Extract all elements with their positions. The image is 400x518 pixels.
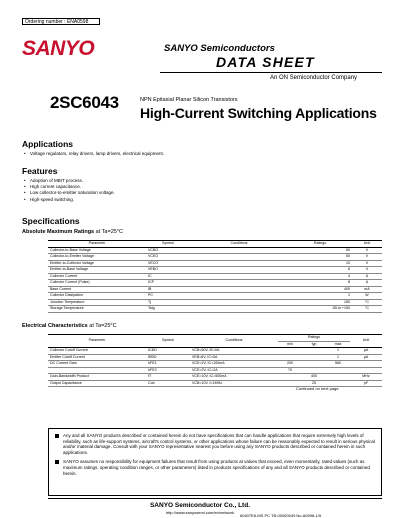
table-cell: 200	[278, 361, 302, 368]
table-row	[48, 306, 382, 313]
table-cell: µA	[350, 354, 382, 361]
abs-max-title	[22, 229, 123, 235]
table-cell: 400	[302, 374, 326, 381]
table-cell: A	[352, 280, 382, 287]
applications-list	[24, 151, 164, 157]
header-cell: Symbol	[146, 241, 190, 248]
header-cell: Unit	[350, 335, 382, 348]
table-cell: Storage Temperature	[48, 306, 146, 313]
table-cell: Tstg	[146, 306, 190, 313]
table-cell: 25	[302, 380, 326, 387]
table-cell: Collector Dissipation	[48, 293, 146, 300]
features-heading: Features	[22, 166, 58, 176]
header-rule	[160, 72, 382, 73]
table-cell: 1	[326, 348, 350, 355]
table-cell: 6	[288, 267, 352, 274]
header-cell: Parameter	[48, 241, 146, 248]
table-cell: 4	[288, 273, 352, 280]
table-cell: IB	[146, 286, 190, 293]
table-cell: VCE=2V, IC=100mA	[190, 361, 278, 368]
table-cell: °C	[352, 306, 382, 313]
table-cell: V	[352, 247, 382, 254]
table-cell: W	[352, 293, 382, 300]
table-cell: 10	[288, 260, 352, 267]
table-cell: hFE2	[146, 367, 190, 374]
notice-box	[48, 428, 382, 496]
table-cell: Emitter Cutoff Current	[48, 354, 146, 361]
table-cell: Base Current	[48, 286, 146, 293]
list-item: • Low collector-to-emitter saturation voltage.	[24, 190, 115, 196]
table-cell: V	[352, 260, 382, 267]
header-cell: Unit	[352, 241, 382, 248]
table-cell: Collector Cutoff Current	[48, 348, 146, 355]
table-cell: Output Capacitance	[48, 380, 146, 387]
table-cell: 50	[288, 254, 352, 261]
part-number: 2SC6043	[50, 93, 119, 112]
table-cell: VCB=10V, f=1MHz	[190, 380, 278, 387]
table-cell: Gain-Bandwidth Product	[48, 374, 146, 381]
list-item: • Voltage regulators, relay drivers, lamp drivers, electrical equipment.	[24, 151, 164, 157]
table-cell: IEBO	[146, 354, 190, 361]
header-cell: Ratings	[288, 241, 352, 248]
footer-rule	[48, 498, 382, 499]
list-item: • High current capacitance.	[24, 184, 115, 190]
header-cell: typ	[302, 341, 326, 348]
table-cell: fT	[146, 374, 190, 381]
header-cell: Ratings	[278, 335, 350, 342]
table-cell: IC	[146, 273, 190, 280]
table-cell: Cob	[146, 380, 190, 387]
header-cell: Conditions	[190, 241, 288, 248]
company-name: SANYO Semiconductors	[164, 43, 275, 54]
table-cell: Collector-to-Base Voltage	[48, 247, 146, 254]
elec-char-condition: at Ta=25°C	[89, 323, 117, 329]
continued-note: Continued on next page.	[296, 386, 340, 391]
table-cell: A	[352, 273, 382, 280]
notice-item: SANYO assumes no responsibility for equipment failures that result from using products at values that exceed, even momentarily, rated values (such as maximum ratings, operating condition ranges, or other parameters) listed in products specifications of any and all SANYO products described or contained herein.	[55, 459, 375, 476]
table-cell: 1	[288, 293, 352, 300]
table-cell: ICBO	[146, 348, 190, 355]
header-cell: Symbol	[146, 335, 190, 348]
ordering-number: Ordering number : ENA0598	[22, 18, 100, 25]
footer-doc-code: 60407EA MS PC TB-00000049 No.A0598-1/5	[240, 513, 322, 518]
header-cell: max	[326, 341, 350, 348]
table-cell: °C	[352, 299, 382, 306]
table-cell: 400	[288, 286, 352, 293]
table-cell: Emitter-to-Base Voltage	[48, 267, 146, 274]
specifications-heading: Specifications	[22, 216, 80, 226]
elec-char-title-text: Electrical Characteristics	[22, 323, 88, 329]
table-cell: Emitter-to-Collector Voltage	[48, 260, 146, 267]
applications-heading: Applications	[22, 139, 74, 149]
table-cell: VCE=2V, IC=2A	[190, 367, 278, 374]
list-item: • High-speed switching.	[24, 197, 115, 203]
table-cell: VCEO	[146, 254, 190, 261]
table-cell: V	[352, 254, 382, 261]
table-cell: hFE1	[146, 361, 190, 368]
table-cell: VEBO	[146, 267, 190, 274]
table-cell: PC	[146, 293, 190, 300]
table-cell: 60	[288, 247, 352, 254]
list-item: • Adoption of MBIT process.	[24, 178, 115, 184]
table-cell: 1	[326, 354, 350, 361]
table-cell: Collector Current (Pulse)	[48, 280, 146, 287]
table-cell: V	[352, 267, 382, 274]
footer-website[interactable]: http://www.sanyosemi.com/en/network	[165, 510, 235, 515]
table-cell: Collector-to-Emitter Voltage	[48, 254, 146, 261]
elec-char-title	[22, 323, 117, 329]
table-cell: MHz	[350, 374, 382, 381]
notice-item: Any and all SANYO products described or contained herein do not have specifications that can handle applications that require extremely high levels of reliability, such as life-support systems, aircraft's control systems, or other applications whose failure can be reasonably expected to result in serious physical and/or material damage. Consult with your SANYO representative nearest you before using any SANYO products described or contained herein in such applications.	[55, 433, 375, 455]
table-cell: VCE=10V, IC=500mA	[190, 374, 278, 381]
table-cell: VCBO	[146, 247, 190, 254]
header-cell: Parameter	[48, 335, 146, 348]
table-cell	[190, 306, 288, 313]
application-title: High-Current Switching Applications	[140, 105, 377, 121]
table-cell: 150	[288, 299, 352, 306]
table-cell: 560	[326, 361, 350, 368]
elec-char-table	[48, 334, 382, 387]
table-cell: VCB=60V, IE=0A	[190, 348, 278, 355]
table-cell: µA	[350, 348, 382, 355]
abs-max-table	[48, 240, 382, 313]
table-cell: Junction Temperature	[48, 299, 146, 306]
table-cell: mA	[352, 286, 382, 293]
table-cell: VEB=6V, IC=0A	[190, 354, 278, 361]
features-list	[24, 178, 115, 203]
table-cell: 8	[288, 280, 352, 287]
table-cell: ICP	[146, 280, 190, 287]
on-semi-note: An ON Semiconductor Company	[270, 75, 358, 81]
abs-max-title-text: Absolute Maximum Ratings	[22, 229, 95, 235]
table-cell: 70	[278, 367, 302, 374]
table-cell: Collector Current	[48, 273, 146, 280]
header-cell: Conditions	[190, 335, 278, 348]
product-description: NPN Epitaxial Planar Silicon Transistors	[140, 97, 238, 103]
table-cell: -55 to +150	[288, 306, 352, 313]
header-cell: min	[278, 341, 302, 348]
table-cell: pF	[350, 380, 382, 387]
table-cell: Tj	[146, 299, 190, 306]
table-cell: DC Current Gain	[48, 361, 146, 368]
footer-company: SANYO Semiconductor Co., Ltd.	[149, 502, 251, 509]
abs-max-condition: at Ta=25°C	[95, 229, 123, 235]
sanyo-logo: SANYO	[22, 37, 95, 60]
table-cell: VECO	[146, 260, 190, 267]
doc-type-title: DATA SHEET	[216, 54, 315, 70]
